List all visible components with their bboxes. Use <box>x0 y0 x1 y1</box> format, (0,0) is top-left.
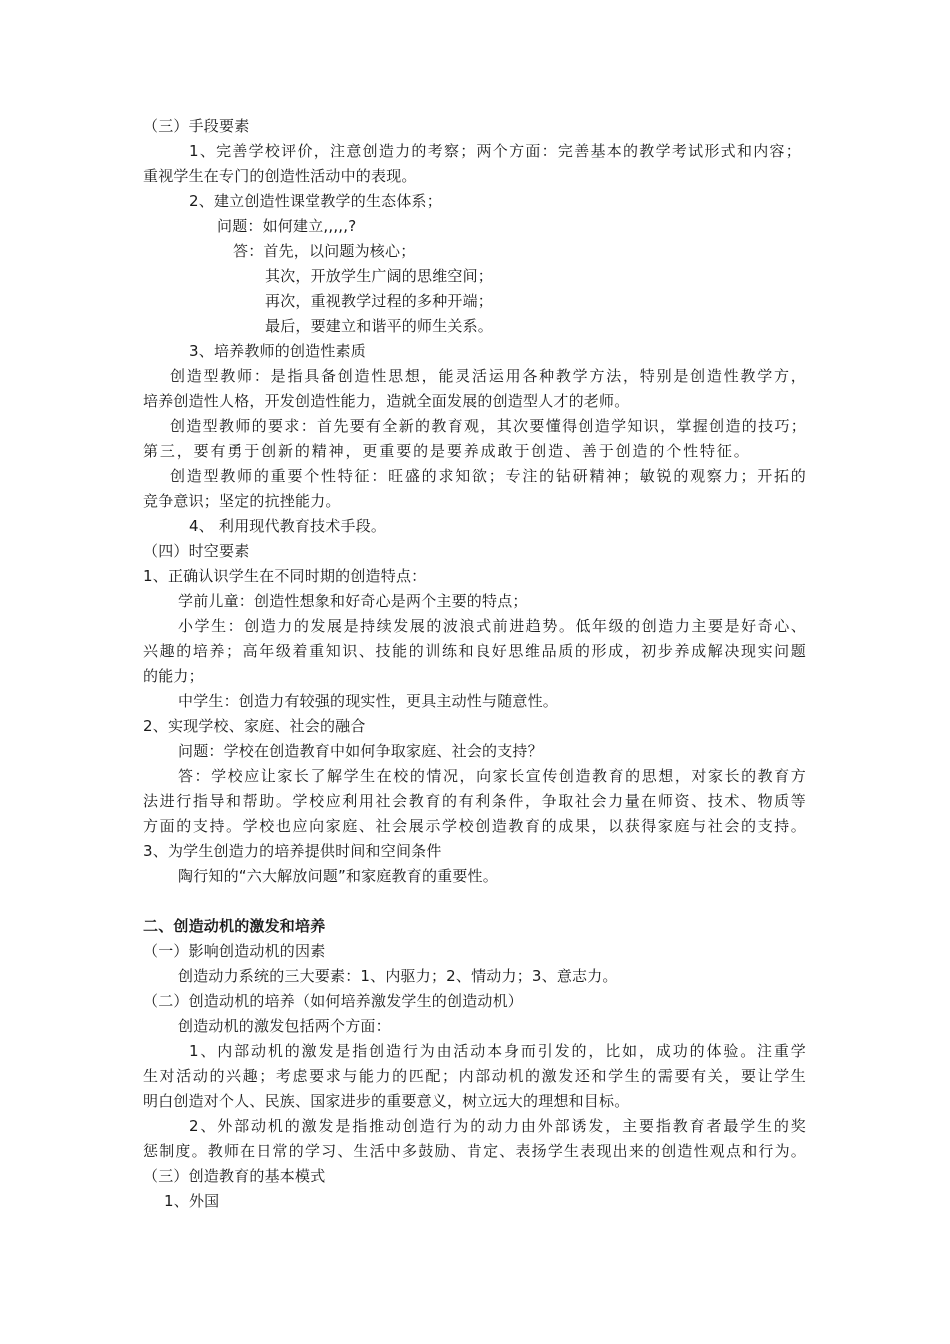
section-heading: 二、创造动机的激发和培养 <box>143 917 326 935</box>
paragraph-line: 答：学校应让家长了解学生在校的情况，向家长宣传创造教育的思想，对家长的教育方 <box>178 767 806 785</box>
subheading-models: （三）创造教育的基本模式 <box>143 1167 326 1185</box>
paragraph-line: 竞争意识；坚定的抗挫能力。 <box>143 492 341 510</box>
paragraph-line: 中学生：创造力有较强的现实性，更具主动性与随意性。 <box>178 692 559 710</box>
paragraph-line: 生对活动的兴趣；考虑要求与能力的匹配；内部动机的激发还和学生的需要有关，要让学生 <box>143 1067 806 1085</box>
list-item: 2、建立创造性课堂教学的生态体系； <box>189 192 442 210</box>
paragraph-line: 创造型教师的重要个性特征：旺盛的求知欲；专注的钻研精神；敏锐的观察力；开拓的 <box>170 467 806 485</box>
paragraph-line: 创造型教师的要求：首先要有全新的教育观，其次要懂得创造学知识，掌握创造的技巧； <box>170 417 806 435</box>
subheading-means-elements: （三）手段要素 <box>143 117 250 135</box>
list-item: 1、正确认识学生在不同时期的创造特点： <box>143 567 427 585</box>
paragraph-line: 方面的支持。学校也应向家庭、社会展示学校创造教育的成果，以获得家庭与社会的支持。 <box>143 817 806 835</box>
paragraph-line: 陶行知的“六大解放问题”和家庭教育的重要性。 <box>178 867 498 885</box>
subheading-cultivation: （二）创造动机的培养（如何培养激发学生的创造动机） <box>143 992 524 1010</box>
answer-line: 最后，要建立和谐平的师生关系。 <box>265 317 494 335</box>
paragraph-line: 第三，要有勇于创新的精神，更重要的是要养成敢于创造、善于创造的个性特征。 <box>143 442 749 460</box>
paragraph-line: 重视学生在专门的创造性活动中的表现。 <box>143 167 417 185</box>
paragraph-line: 创造动力系统的三大要素：1、内驱力；2、情动力；3、意志力。 <box>178 967 618 985</box>
paragraph-line: 2、外部动机的激发是指推动创造行为的动力由外部诱发，主要指教育者最学生的奖 <box>189 1117 806 1135</box>
paragraph-line: 创造动机的激发包括两个方面： <box>178 1017 391 1035</box>
subheading-factors: （一）影响创造动机的因素 <box>143 942 326 960</box>
paragraph-line: 1、内部动机的激发是指创造行为由活动本身而引发的，比如，成功的体验。注重学 <box>189 1042 806 1060</box>
answer-line: 答：首先，以问题为核心； <box>233 242 416 260</box>
question-line: 问题：学校在创造教育中如何争取家庭、社会的支持？ <box>178 742 543 760</box>
paragraph-line: 兴趣的培养；高年级着重知识、技能的训练和良好思维品质的形成，初步养成解决现实问题 <box>143 642 806 660</box>
paragraph-line: 明白创造对个人、民族、国家进步的重要意义，树立远大的理想和目标。 <box>143 1092 630 1110</box>
paragraph-line: 法进行指导和帮助。学校应利用社会教育的有利条件，争取社会力量在师资、技术、物质等 <box>143 792 806 810</box>
list-item: 3、培养教师的创造性素质 <box>189 342 366 360</box>
list-item: 3、为学生创造力的培养提供时间和空间条件 <box>143 842 442 860</box>
paragraph-line: 惩制度。教师在日常的学习、生活中多鼓励、肯定、表扬学生表现出来的创造性观点和行为。 <box>143 1142 806 1160</box>
list-item: 2、实现学校、家庭、社会的融合 <box>143 717 366 735</box>
question-line: 问题：如何建立,,,,,? <box>217 217 357 235</box>
paragraph-line: 创造型教师：是指具备创造性思想，能灵活运用各种教学方法，特别是创造性教学方， <box>170 367 806 385</box>
paragraph-line: 小学生：创造力的发展是持续发展的波浪式前进趋势。低年级的创造力主要是好奇心、 <box>178 617 806 635</box>
answer-line: 其次，开放学生广阔的思维空间； <box>265 267 494 285</box>
subheading-time-space: （四）时空要素 <box>143 542 250 560</box>
paragraph-line: 培养创造性人格，开发创造性能力，造就全面发展的创造型人才的老师。 <box>143 392 630 410</box>
answer-line: 再次，重视教学过程的多种开端； <box>265 292 494 310</box>
list-item: 1、外国 <box>164 1192 220 1210</box>
list-item: 4、 利用现代教育技术手段。 <box>189 517 387 535</box>
paragraph-line: 学前儿童：创造性想象和好奇心是两个主要的特点； <box>178 592 528 610</box>
paragraph-line: 1、完善学校评价，注意创造力的考察；两个方面：完善基本的教学考试形式和内容； <box>189 142 801 160</box>
paragraph-line: 的能力； <box>143 667 204 685</box>
